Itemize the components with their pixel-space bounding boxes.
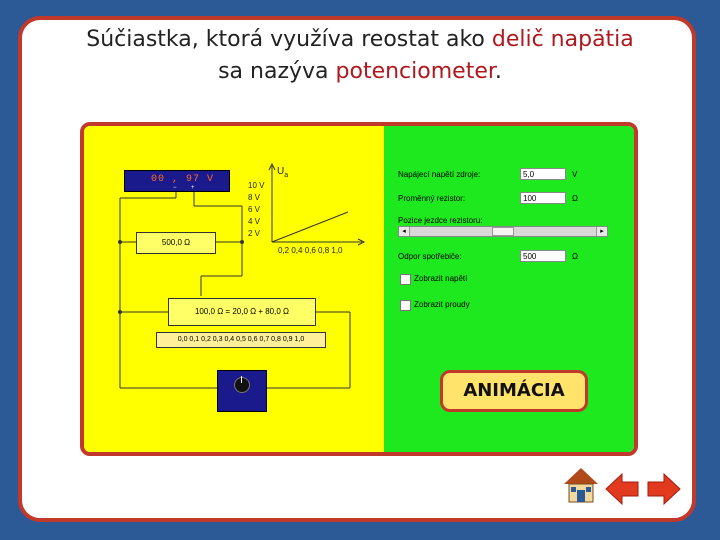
load-resistance-label: Odpor spotřebiče:: [398, 252, 462, 261]
voltmeter-terminal-plus: +: [191, 185, 195, 191]
supply-voltage-field[interactable]: 5,0: [520, 168, 566, 180]
slider-position-slider[interactable]: [398, 226, 608, 237]
heading-line-1: [0, 24, 720, 56]
graph-y-tick: 6 V: [248, 205, 261, 214]
load-resistor: 500,0 Ω: [136, 232, 216, 254]
load-resistance-unit: Ω: [572, 252, 578, 261]
graph-y-tick-labels: [248, 180, 272, 240]
supply-voltage-unit: V: [572, 170, 578, 179]
graph-y-tick: 2 V: [248, 229, 261, 238]
load-resistance-field[interactable]: 500: [520, 250, 566, 262]
heading-line-2: [0, 56, 720, 88]
voltmeter-terminal-minus: −: [173, 185, 177, 191]
heading-text-2: sa nazýva: [218, 59, 336, 84]
voltmeter: [124, 170, 230, 192]
power-supply-knob: [234, 377, 250, 393]
graph-y-tick: 10 V: [248, 181, 265, 190]
heading-text-1: Súčiastka, ktorá využíva reostat ako: [86, 27, 492, 52]
rheostat-scale: 0,0 0,1 0,2 0,3 0,4 0,5 0,6 0,7 0,8 0,9 1,0: [156, 332, 326, 348]
show-voltage-checkbox[interactable]: [400, 274, 411, 285]
show-current-checkbox[interactable]: [400, 300, 411, 311]
graph-y-title: [277, 166, 288, 179]
simulation-panel: [80, 122, 638, 456]
rheostat: 100,0 Ω = 20,0 Ω + 80,0 Ω: [168, 298, 316, 326]
forward-arrow-icon[interactable]: [646, 472, 682, 506]
variable-resistor-field[interactable]: 100: [520, 192, 566, 204]
animation-button[interactable]: ANIMÁCIA: [440, 370, 588, 412]
heading-highlight-divider: delič napätia: [491, 27, 634, 52]
graph-y-tick: 4 V: [248, 217, 261, 226]
graph-x-tick-labels: 0,2 0,4 0,6 0,8 1,0: [278, 246, 343, 255]
home-icon[interactable]: [562, 466, 600, 506]
power-supply: [217, 370, 267, 412]
slider-right-arrow[interactable]: ▸: [596, 227, 607, 236]
back-arrow-icon[interactable]: [604, 472, 640, 506]
voltmeter-display: 00 , 97 V: [151, 174, 215, 185]
slider-thumb[interactable]: [492, 227, 514, 236]
graph-y-title-sub: a: [284, 172, 289, 179]
variable-resistor-label: Proměnný rezistor:: [398, 194, 466, 203]
heading-highlight-potentiometer: potenciometer: [335, 59, 495, 84]
slide-heading: [0, 24, 720, 88]
power-supply-knob-indicator: [241, 376, 242, 383]
show-voltage-label: Zobrazit napětí: [414, 274, 468, 283]
circuit-area: [84, 126, 384, 452]
supply-voltage-label: Napájecí napětí zdroje:: [398, 170, 481, 179]
heading-period: .: [494, 59, 502, 84]
graph-y-title-main: U: [277, 166, 285, 177]
graph-y-tick: 8 V: [248, 193, 261, 202]
slider-left-arrow[interactable]: ◂: [399, 227, 410, 236]
show-current-label: Zobrazit proudy: [414, 300, 470, 309]
slider-position-label: Pozice jezdce rezistoru:: [398, 216, 483, 225]
variable-resistor-unit: Ω: [572, 194, 578, 203]
